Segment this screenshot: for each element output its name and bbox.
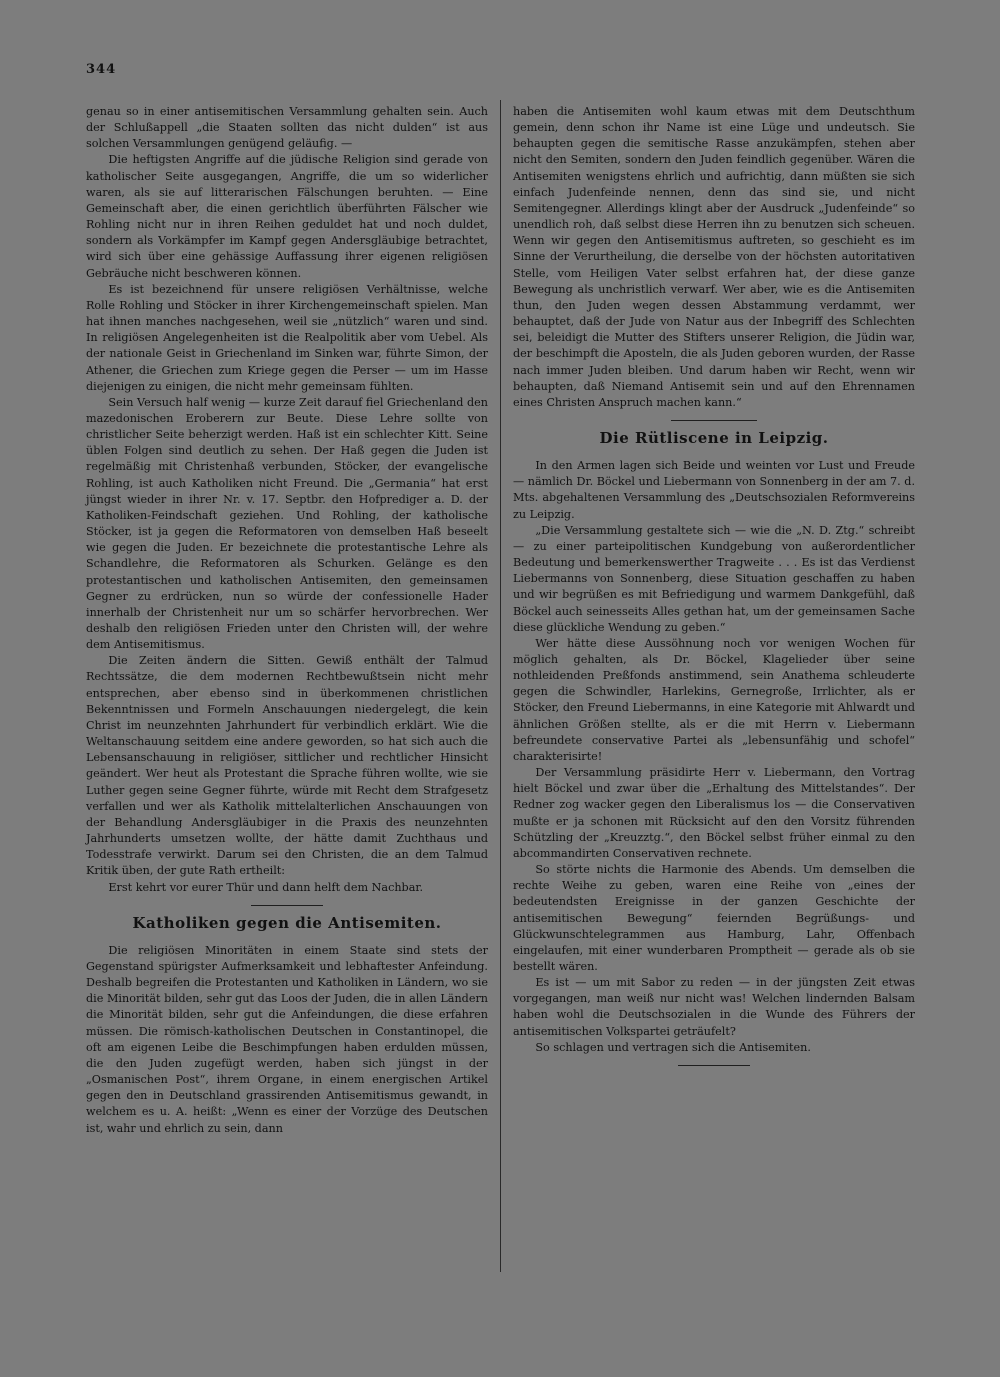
section-divider bbox=[251, 905, 323, 906]
paragraph: genau so in einer antisemitischen Versammlung gehalten sein. Auch der Schlußappell „die Staaten sollten das nicht dulden“ ist aus solchen Versammlungen genügend geläufig. — bbox=[86, 105, 488, 151]
paragraph: Die religiösen Minoritäten in einem Staate sind stets der Gegenstand spürigster Aufmerksamkeit und lebhaftester Anfeindung. Deshalb begreifen die Protestanten und Katholiken in Ländern, wo sie die Minorität bilden, sehr gut das Loos der Juden, die in allen Ländern die Minorität bilden, sehr gut die Anfeindungen, die diese erfahren müssen. Die römisch-katholischen Deutschen in Constantinopel, die oft am eigenen Leibe die Beschimpfungen haben erdulden müssen, die den Juden zugefügt werden, haben sich jüngst in der „Osmanischen Post“, ihrem Organe, in einem energischen Artikel gegen den in Deutschland grassirenden Antisemitismus gewandt, in welchem es u. A. heißt: „Wenn es einer der Vorzüge des Deutschen ist, wahr und ehrlich zu sein, dann bbox=[86, 943, 488, 1135]
paragraph: So störte nichts die Harmonie des Abends. Um demselben die rechte Weihe zu geben, waren eine Reihe von „eines der bedeutendsten Ereignisse in der ganzen Geschichte der antisemitischen Bewegung“ feiernden Begrüßungs- und Glückwunschtelegrammen aus Hamburg, Lahr, Offenbach eingelaufen, mit einer wunderbaren Promptheit — gerade als ob sie bestellt wären. bbox=[513, 863, 915, 973]
article-title: Katholiken gegen die Antisemiten. bbox=[132, 913, 442, 932]
paragraph: So schlagen und vertragen sich die Antisemiten. bbox=[535, 1040, 811, 1054]
paragraph: haben die Antisemiten wohl kaum etwas mit dem Deutschthum gemein, denn schon ihr Name ist eine Lüge und undeutsch. Sie behaupten gegen die semitische Rasse anzukämpfen, stehen aber nicht den Semiten, sondern den Juden feindlich gegenüber. Wären die Antisemiten wenigstens ehrlich und aufrichtig, dann müßten sie sich einfach Judenfeinde nennen, denn das sind sie, und nicht Semitengegner. Allerdings klingt aber der Ausdruck „Judenfeinde“ so unendlich roh, daß selbst diese Herren ihn zu benutzen sich scheuen. Wenn wir gegen den Antisemitismus auftreten, so geschieht es im Sinne der Verurtheilung, die derselbe von der höchsten autoritativen Stelle, vom Heiligen Vater selbst erfahren hat, der diese ganze Bewegung als unchristlich verwarf. Wer aber, wie es die Antisemiten thun, den Juden wegen dessen Abstammung verdammt, wer behauptet, daß der Jude von Natur aus der Inbegriff des Schlechten sei, beleidigt die Mutter des Stifters unserer Religion, die Jüdin war, der beschimpft die Aposteln, die als Juden geboren wurden, der Rasse nach immer Juden bleiben. Und darum haben wir Recht, wenn wir behaupten, daß Niemand Antisemit sein und auf den Ehrennamen eines Christen Anspruch machen kann.“ bbox=[513, 105, 915, 409]
paragraph: Wer hätte diese Aussöhnung noch vor wenigen Wochen für möglich gehalten, als Dr. Böckel, Klagelieder über seine nothleidenden Preßfonds anstimmend, sein Anathema schleuderte gegen die Schwindler, Harlekins, Gernegroße, Irrlichter, als er Stöcker, den Freund Liebermanns, in eine Kategorie mit Ahlwardt und ähnlichen Größen stellte, als er die mit Herrn v. Liebermann befreundete conservative Partei als „lebensunfähig und schofel“ charakterisirte! bbox=[513, 636, 915, 763]
paragraph: Erst kehrt vor eurer Thür und dann helft dem Nachbar. bbox=[108, 880, 424, 894]
paragraph: „Die Versammlung gestaltete sich — wie die „N. D. Ztg.“ schreibt — zu einer parteipolitischen Kundgebung von außerordentlicher Bedeutung und bemerkenswerther Tragweite . . . Es ist das Verdienst Liebermanns von Sonnenberg, diese Situation geschaffen zu haben und wir begrüßen es mit Befriedigung und warmem Dankgefühl, daß Böckel auch seinesseits Alles gethan hat, um der gemeinsamen Sache diese glückliche Wendung zu geben.“ bbox=[513, 523, 915, 634]
left-column bbox=[86, 104, 488, 1137]
paragraph: In den Armen lagen sich Beide und weinten vor Lust und Freude — nämlich Dr. Böckel und Liebermann von Sonnenberg in der am 7. d. Mts. abgehaltenen Versammlung des „Deutschsozialen Reformvereins zu Leipzig. bbox=[513, 459, 915, 521]
section-divider bbox=[678, 1065, 750, 1066]
column-divider bbox=[500, 100, 501, 1272]
paragraph: Sein Versuch half wenig — kurze Zeit darauf fiel Griechenland den mazedonischen Eroberern zur Beute. Diese Lehre sollte von christlicher Seite beherzigt werden. Haß ist ein schlechter Kitt. Seine üblen Folgen sind deutlich zu sehen. Der Haß gegen die Juden ist regelmäßig mit Christenhaß verbunden, Stöcker, der evangelische Rohling, ist auch Katholiken nicht Freund. Die „Germania“ hat erst jüngst wieder in ihrer Nr. v. 17. Septbr. den Hofprediger a. D. der Katholiken-Feindschaft geziehen. Und Rohling, der katholische Stöcker, ist ja gegen die Reformatoren von demselben Haß beseelt wie gegen die Juden. Er bezeichnete die protestantische Lehre als Schandlehre, die Reformatoren als Schurken. Gelänge es den protestantischen und katholischen Antisemiten, den gemeinsamen Gegner zu erdrücken, nun so würde der confessionelle Hader innerhalb der Christenheit nur um so schärfer hervorbrechen. Wer deshalb den religiösen Frieden unter den Christen will, der wehre dem Antisemitismus. bbox=[86, 395, 488, 652]
paragraph: Der Versammlung präsidirte Herr v. Liebermann, den Vortrag hielt Böckel und zwar über die „Erhaltung des Mittelstandes“. Der Redner zog wacker gegen den Liberalismus los — die Conservativen mußte er ja schonen mit Rücksicht auf den den Vorsitz führenden Schützling der „Kreuzztg.“, den Böckel selbst früher einmal zu den abcommandirten Conservativen rechnete. bbox=[513, 766, 915, 860]
right-column bbox=[513, 104, 915, 1075]
section-divider bbox=[671, 420, 757, 421]
paragraph: Die Zeiten ändern die Sitten. Gewiß enthält der Talmud Rechtssätze, die dem modernen Rechtbewußtsein nicht mehr entsprechen, aber ebenso sind in überkommenen christlichen Bekenntnissen und Formeln Anschauungen niedergelegt, die kein Christ im neunzehnten Jahrhundert für verbindlich erklärt. Wie die Weltanschauung seitdem eine andere geworden, so hat sich auch die Lebensanschauung in religiöser, sittlicher und rechtlicher Hinsicht geändert. Wer heut als Protestant die Sprache führen wollte, wie sie Luther gegen seine Gegner führte, würde mit Recht dem Strafgesetz verfallen und wer als Katholik mittelalterlichen Anschauungen von der Behandlung Andersgläubiger in die Praxis des neunzehnten Jahrhunderts umsetzen wollte, der hätte damit Zuchthaus und Todesstrafe verwirkt. Darum sei den Christen, die an dem Talmud Kritik üben, der gute Rath ertheilt: bbox=[86, 654, 488, 878]
paragraph: Die heftigsten Angriffe auf die jüdische Religion sind gerade von katholischer Seite ausgegangen, Angriffe, die um so widerlicher waren, als sie auf litterarischen Fälschungen beruhten. — Eine Gemeinschaft aber, die einen gerichtlich überführten Fälscher wie Rohling nicht nur in ihren Reihen geduldet hat und noch duldet, sondern als Vorkämpfer im Kampf gegen Andersgläubige betrachtet, wird sich über eine gehässige Auffassung ihrer eigenen religiösen Gebräuche nicht beschweren können. bbox=[86, 153, 488, 280]
page-number: 344 bbox=[86, 62, 117, 77]
paragraph: Es ist bezeichnend für unsere religiösen Verhältnisse, welche Rolle Rohling und Stöcker in ihrer Kirchengemeinschaft spielen. Man hat ihnen manches nachgesehen, weil sie „nützlich“ waren und sind. In religiösen Angelegenheiten ist die Realpolitik aber vom Uebel. Als der nationale Geist in Griechenland im Sinken war, führte Simon, der Athener, die Griechen zum Kriege gegen die Perser — um im Hasse diejenigen zu einigen, die nicht mehr gemeinsam fühlten. bbox=[86, 282, 488, 393]
article-title: Die Rütliscene in Leipzig. bbox=[599, 428, 829, 447]
paragraph: Es ist — um mit Sabor zu reden — in der jüngsten Zeit etwas vorgegangen, man weiß nur nicht was! Welchen lindernden Balsam haben wohl die Deutschsozialen in die Wunde des Führers der antisemitischen Volkspartei geträufelt? bbox=[513, 976, 915, 1038]
